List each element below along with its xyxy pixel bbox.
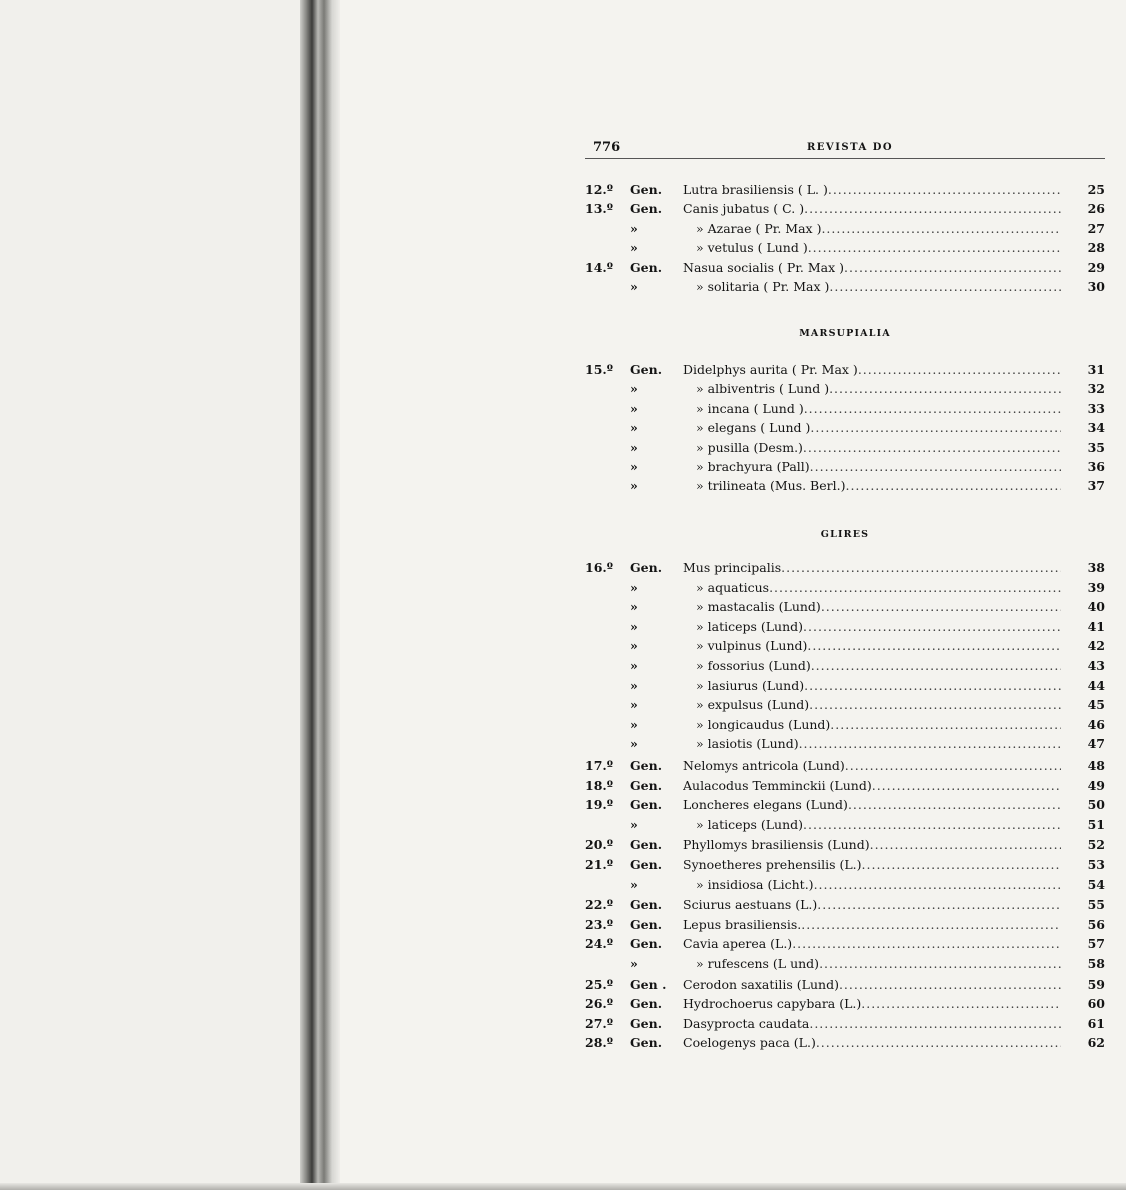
entry-page-ref: 44	[1087, 677, 1105, 693]
entry-genus-marker: »	[630, 599, 638, 615]
entry-taxon-name: » laticeps (Lund) .....	[696, 617, 1061, 636]
entry-genus-marker: Gen.	[630, 1015, 663, 1031]
entry-taxon-name: » rufescens (L und) .....	[696, 954, 1061, 973]
entry-page-ref: 49	[1087, 777, 1105, 793]
entry-taxon-name: Didelphys aurita ( Pr. Max ) .....	[683, 360, 1061, 379]
entry-genus-marker: »	[630, 478, 638, 494]
entry-taxon-name: » mastacalis (Lund) .....	[696, 597, 1061, 616]
entry-page-ref: 28	[1087, 240, 1105, 256]
entry-number: 27.º	[585, 1015, 613, 1031]
index-entry	[585, 457, 1105, 476]
index-entry	[585, 994, 1105, 1013]
entry-page-ref: 33	[1087, 400, 1105, 416]
entry-taxon-name: Aulacodus Temminckii (Lund) .....	[683, 776, 1061, 795]
entry-page-ref: 39	[1087, 579, 1105, 595]
entry-page-ref: 61	[1087, 1015, 1105, 1031]
entry-number: 16.º	[585, 560, 613, 575]
index-entry	[585, 617, 1105, 636]
entry-taxon-name: Hydrochoerus capybara (L.) .....	[683, 994, 1061, 1013]
entry-page-ref: 37	[1087, 478, 1105, 494]
entry-taxon-name: Mus principalis .....	[683, 558, 1061, 577]
entry-genus-marker: Gen.	[630, 897, 663, 913]
entry-taxon-name: » vetulus ( Lund ) .....	[696, 238, 1061, 257]
entry-taxon-name: » solitaria ( Pr. Max ) .....	[696, 277, 1061, 296]
index-entry	[585, 715, 1105, 734]
entry-page-ref: 60	[1087, 996, 1105, 1012]
entry-genus-marker: »	[630, 400, 638, 416]
entry-taxon-name: » Azarae ( Pr. Max ) .....	[696, 219, 1061, 238]
index-entry	[585, 1033, 1105, 1052]
index-entry	[585, 360, 1105, 379]
index-entry	[585, 756, 1105, 775]
entry-genus-marker: »	[630, 697, 638, 713]
index-entry	[585, 219, 1105, 238]
entry-taxon-name: Coelogenys paca (L.) .....	[683, 1033, 1061, 1052]
entry-taxon-name: » longicaudus (Lund) .....	[696, 715, 1061, 734]
entry-genus-marker: »	[630, 381, 638, 397]
entry-number: 15.º	[585, 362, 613, 377]
index-entry	[585, 399, 1105, 418]
entry-genus-marker: Gen.	[630, 201, 663, 217]
entry-taxon-name: » pusilla (Desm.) .....	[696, 438, 1061, 457]
index-entry	[585, 695, 1105, 714]
entry-taxon-name: » vulpinus (Lund) .....	[696, 636, 1061, 655]
entry-genus-marker: Gen .	[630, 976, 667, 992]
entry-genus-marker: »	[630, 736, 638, 752]
entry-number: 18.º	[585, 777, 613, 793]
entry-number: 13.º	[585, 201, 613, 217]
page-bottom-edge	[0, 1183, 1126, 1190]
index-entry	[585, 180, 1105, 199]
entry-number: 21.º	[585, 857, 613, 872]
entry-genus-marker: »	[630, 579, 638, 595]
entry-page-ref: 54	[1087, 876, 1105, 892]
entry-taxon-name: Cerodon saxatilis (Lund) .....	[683, 975, 1061, 994]
entry-number: 19.º	[585, 797, 613, 813]
entry-page-ref: 29	[1087, 259, 1105, 275]
entry-page-ref: 41	[1087, 618, 1105, 634]
entry-page-ref: 58	[1087, 956, 1105, 971]
entry-genus-marker: Gen.	[630, 182, 663, 197]
entry-page-ref: 48	[1087, 758, 1105, 773]
index-entry	[585, 795, 1105, 814]
entry-number: 22.º	[585, 897, 613, 913]
entry-page-ref: 42	[1087, 638, 1105, 654]
index-entry	[585, 915, 1105, 934]
entry-genus-marker: Gen.	[630, 797, 663, 813]
index-entry	[585, 199, 1105, 218]
entry-taxon-name: Sciurus aestuans (L.) .....	[683, 895, 1061, 914]
entry-genus-marker: »	[630, 220, 638, 236]
index-entry	[585, 835, 1105, 854]
entry-page-ref: 34	[1087, 420, 1105, 436]
entry-genus-marker: Gen.	[630, 996, 663, 1012]
entry-taxon-name: » lasiurus (Lund) .....	[696, 676, 1061, 695]
index-entry	[585, 875, 1105, 894]
page-number: 776	[593, 140, 621, 155]
index-entry	[585, 676, 1105, 695]
entry-page-ref: 30	[1087, 279, 1105, 294]
index-entry	[585, 558, 1105, 577]
entry-taxon-name: Lutra brasiliensis ( L. ) .....	[683, 180, 1061, 199]
entry-page-ref: 43	[1087, 658, 1105, 673]
entry-genus-marker: Gen.	[630, 777, 663, 793]
entry-taxon-name: » brachyura (Pall) .....	[696, 457, 1061, 476]
entry-genus-marker: »	[630, 716, 638, 732]
index-entry	[585, 954, 1105, 973]
entry-page-ref: 53	[1087, 857, 1105, 872]
section-title: GLIRES	[820, 529, 870, 540]
entry-taxon-name: » fossorius (Lund) .....	[696, 656, 1061, 675]
entry-page-ref: 40	[1087, 599, 1105, 615]
page	[585, 138, 1105, 1051]
entry-page-ref: 57	[1087, 936, 1105, 952]
entry-taxon-name: Lepus brasiliensis. .....	[683, 915, 1061, 934]
entry-taxon-name: » aquaticus .....	[696, 578, 1061, 597]
index-entry	[585, 815, 1105, 834]
entry-number: 25.º	[585, 976, 613, 992]
index-entry	[585, 895, 1105, 914]
index-entry	[585, 597, 1105, 616]
entry-page-ref: 56	[1087, 916, 1105, 932]
page-header	[585, 138, 1105, 159]
entry-genus-marker: »	[630, 420, 638, 436]
entry-number: 28.º	[585, 1035, 613, 1051]
entry-taxon-name: Canis jubatus ( C. ) .....	[683, 199, 1061, 218]
entry-page-ref: 51	[1087, 816, 1105, 832]
entry-number: 24.º	[585, 936, 613, 952]
entry-genus-marker: Gen.	[630, 758, 663, 773]
entry-taxon-name: » insidiosa (Licht.) .....	[696, 875, 1061, 894]
index-entry	[585, 776, 1105, 795]
entry-genus-marker: »	[630, 816, 638, 832]
entry-page-ref: 52	[1087, 837, 1105, 853]
entry-page-ref: 36	[1087, 459, 1105, 474]
entry-taxon-name: Synoetheres prehensilis (L.) .....	[683, 855, 1061, 874]
entry-taxon-name: » incana ( Lund ) .....	[696, 399, 1061, 418]
book-spine	[300, 0, 340, 1190]
entry-genus-marker: »	[630, 279, 638, 294]
entry-page-ref: 62	[1087, 1035, 1105, 1051]
entry-page-ref: 55	[1087, 897, 1105, 913]
entry-genus-marker: Gen.	[630, 916, 663, 932]
entry-taxon-name: Nasua socialis ( Pr. Max ) .....	[683, 258, 1061, 277]
index-entry	[585, 476, 1105, 495]
entry-number: 14.º	[585, 259, 613, 275]
entry-taxon-name: Cavia aperea (L.) .....	[683, 934, 1061, 953]
index-entry	[585, 379, 1105, 398]
entry-genus-marker: Gen.	[630, 259, 663, 275]
section-title: MARSUPIALIA	[799, 328, 891, 339]
index-entry	[585, 734, 1105, 753]
entry-taxon-name: Phyllomys brasiliensis (Lund) .....	[683, 835, 1061, 854]
index-entry	[585, 258, 1105, 277]
index-entry	[585, 636, 1105, 655]
entry-genus-marker: Gen.	[630, 362, 663, 377]
entry-number: 12.º	[585, 182, 613, 197]
index-entry	[585, 656, 1105, 675]
entry-taxon-name: » elegans ( Lund ) .....	[696, 418, 1061, 437]
index-entry	[585, 578, 1105, 597]
entry-genus-marker: »	[630, 658, 638, 673]
entry-page-ref: 27	[1087, 220, 1105, 236]
entry-number: 23.º	[585, 916, 613, 932]
entry-taxon-name: » trilineata (Mus. Berl.) .....	[696, 476, 1061, 495]
entry-genus-marker: »	[630, 439, 638, 455]
entry-page-ref: 38	[1087, 560, 1105, 575]
entry-taxon-name: Dasyprocta caudata .....	[683, 1014, 1061, 1033]
entry-number: 20.º	[585, 837, 613, 853]
entry-page-ref: 46	[1087, 716, 1105, 732]
facing-page	[0, 0, 300, 1190]
index-entry	[585, 277, 1105, 296]
index-entry	[585, 438, 1105, 457]
entry-page-ref: 25	[1087, 182, 1105, 197]
entry-genus-marker: Gen.	[630, 1035, 663, 1051]
entry-page-ref: 35	[1087, 439, 1105, 455]
entry-page-ref: 26	[1087, 201, 1105, 217]
index-entry	[585, 238, 1105, 257]
entry-genus-marker: Gen.	[630, 560, 663, 575]
entry-taxon-name: Nelomys antricola (Lund) .....	[683, 756, 1061, 775]
entry-page-ref: 59	[1087, 976, 1105, 992]
entry-genus-marker: »	[630, 677, 638, 693]
index-entry	[585, 855, 1105, 874]
entry-taxon-name: » laticeps (Lund) .....	[696, 815, 1061, 834]
running-title: REVISTA DO	[807, 142, 894, 153]
entry-genus-marker: Gen.	[630, 837, 663, 853]
entry-taxon-name: » albiventris ( Lund ) .....	[696, 379, 1061, 398]
entry-page-ref: 31	[1087, 362, 1105, 377]
entry-number: 17.º	[585, 758, 613, 773]
entry-page-ref: 45	[1087, 697, 1105, 713]
entry-page-ref: 47	[1087, 736, 1105, 752]
entry-genus-marker: »	[630, 638, 638, 654]
index-entry	[585, 975, 1105, 994]
index-entry	[585, 1014, 1105, 1033]
entry-genus-marker: »	[630, 618, 638, 634]
index-entry	[585, 934, 1105, 953]
index-entry	[585, 418, 1105, 437]
entry-page-ref: 50	[1087, 797, 1105, 813]
entry-genus-marker: »	[630, 876, 638, 892]
entry-taxon-name: Loncheres elegans (Lund) .....	[683, 795, 1061, 814]
entry-genus-marker: »	[630, 956, 638, 971]
entry-genus-marker: »	[630, 459, 638, 474]
entry-taxon-name: » expulsus (Lund) .....	[696, 695, 1061, 714]
entry-genus-marker: »	[630, 240, 638, 256]
entry-genus-marker: Gen.	[630, 857, 663, 872]
entry-page-ref: 32	[1087, 381, 1105, 397]
entry-genus-marker: Gen.	[630, 936, 663, 952]
entry-taxon-name: » lasiotis (Lund) .....	[696, 734, 1061, 753]
entry-number: 26.º	[585, 996, 613, 1012]
